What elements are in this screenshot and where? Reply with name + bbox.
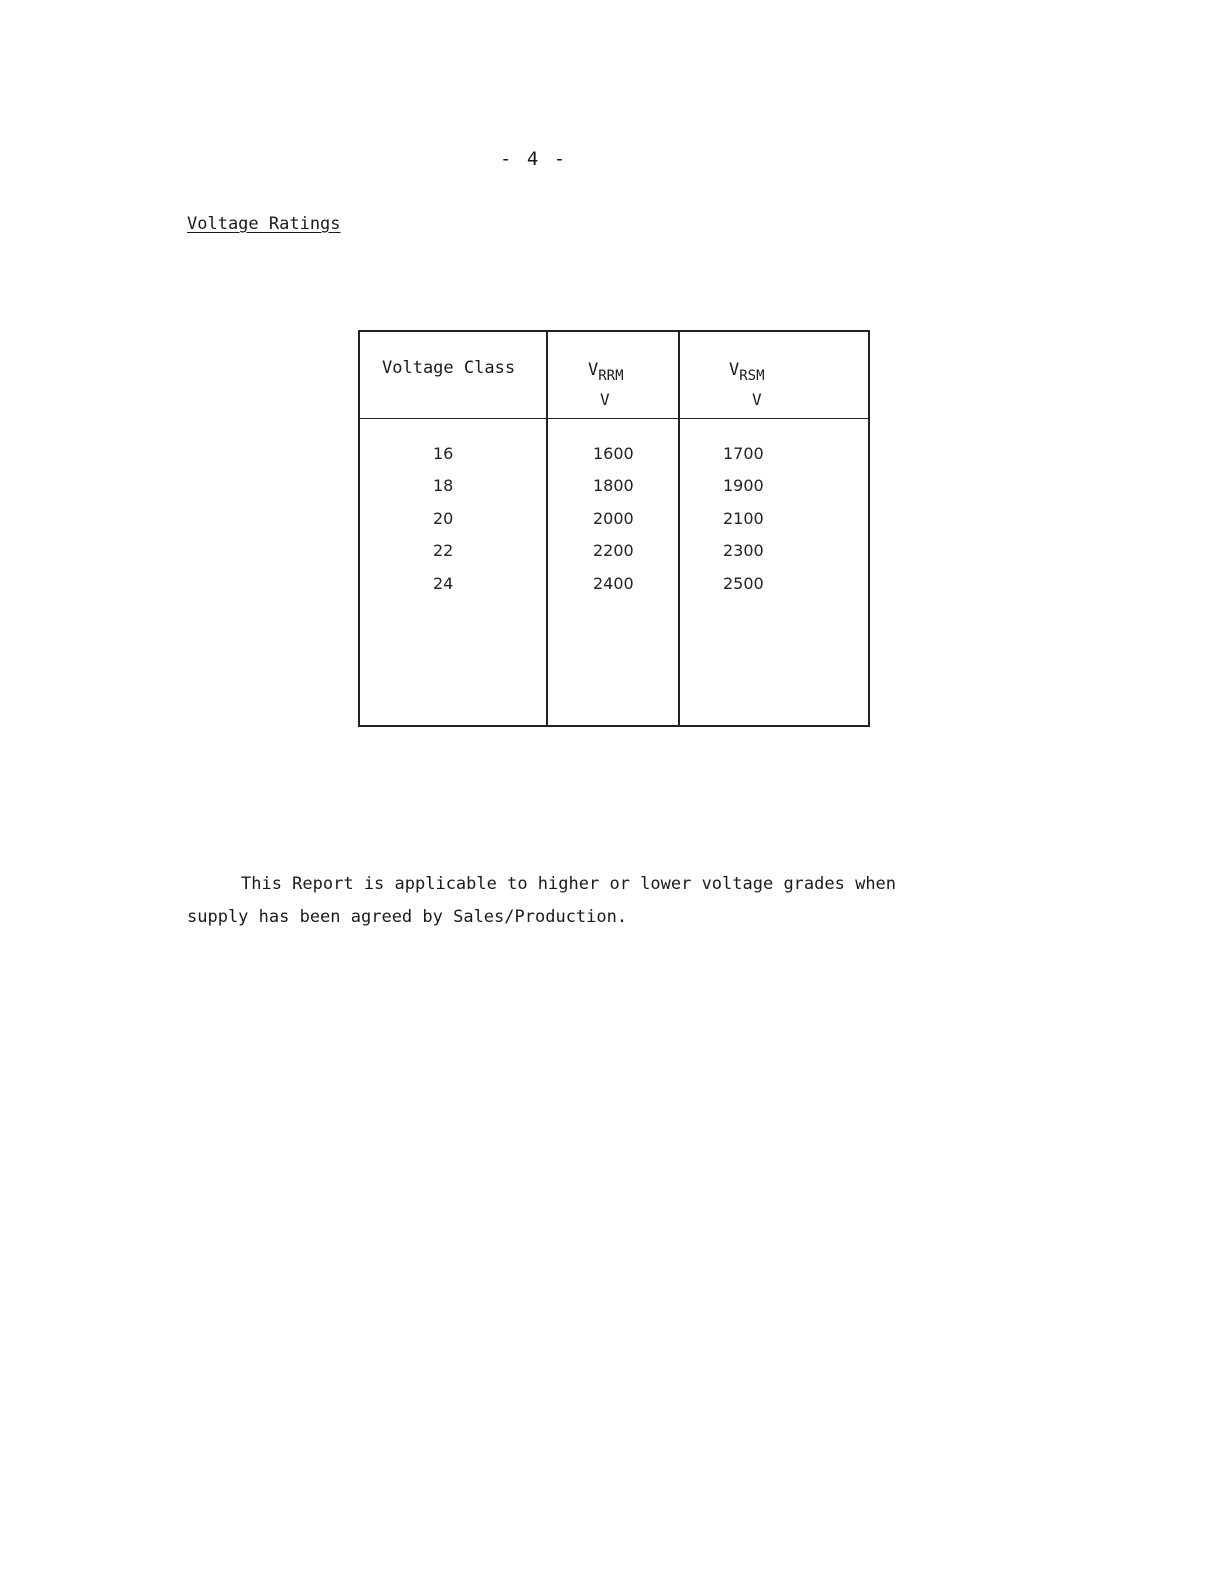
header-vrrm-subscript: RRM [598,368,624,384]
voltage-ratings-table [358,330,870,727]
cell-class-row3: 20 [433,509,454,528]
cell-class-row2: 18 [433,476,454,495]
cell-class-row5: 24 [433,574,454,593]
header-vrsm-main: V [729,360,740,380]
header-vrrm-main: V [588,360,599,380]
cell-class-row4: 22 [433,541,454,560]
header-vrrm [588,360,624,384]
note-line-2: supply has been agreed by Sales/Production. [187,907,628,927]
header-voltage-class: Voltage Class [382,358,516,378]
cell-vrrm-row1: 1600 [593,444,634,463]
page-number: - 4 - [500,148,568,170]
cell-vrrm-row2: 1800 [593,476,634,495]
cell-vrsm-row1: 1700 [723,444,764,463]
cell-vrsm-row3: 2100 [723,509,764,528]
header-vrsm [729,360,765,384]
applicability-note [187,868,987,934]
section-title: Voltage Ratings [187,214,341,234]
cell-vrsm-row4: 2300 [723,541,764,560]
cell-class-row1: 16 [433,444,454,463]
note-line-1: This Report is applicable to higher or lower voltage grades when [241,874,897,894]
cell-vrrm-row3: 2000 [593,509,634,528]
column-divider-1 [546,332,548,725]
header-vrsm-subscript: RSM [739,368,765,384]
cell-vrsm-row5: 2500 [723,574,764,593]
cell-vrrm-row5: 2400 [593,574,634,593]
header-vrsm-unit: V [752,390,762,409]
header-rule [360,418,868,419]
header-vrrm-unit: V [600,390,610,409]
cell-vrrm-row4: 2200 [593,541,634,560]
column-divider-2 [678,332,680,725]
cell-vrsm-row2: 1900 [723,476,764,495]
